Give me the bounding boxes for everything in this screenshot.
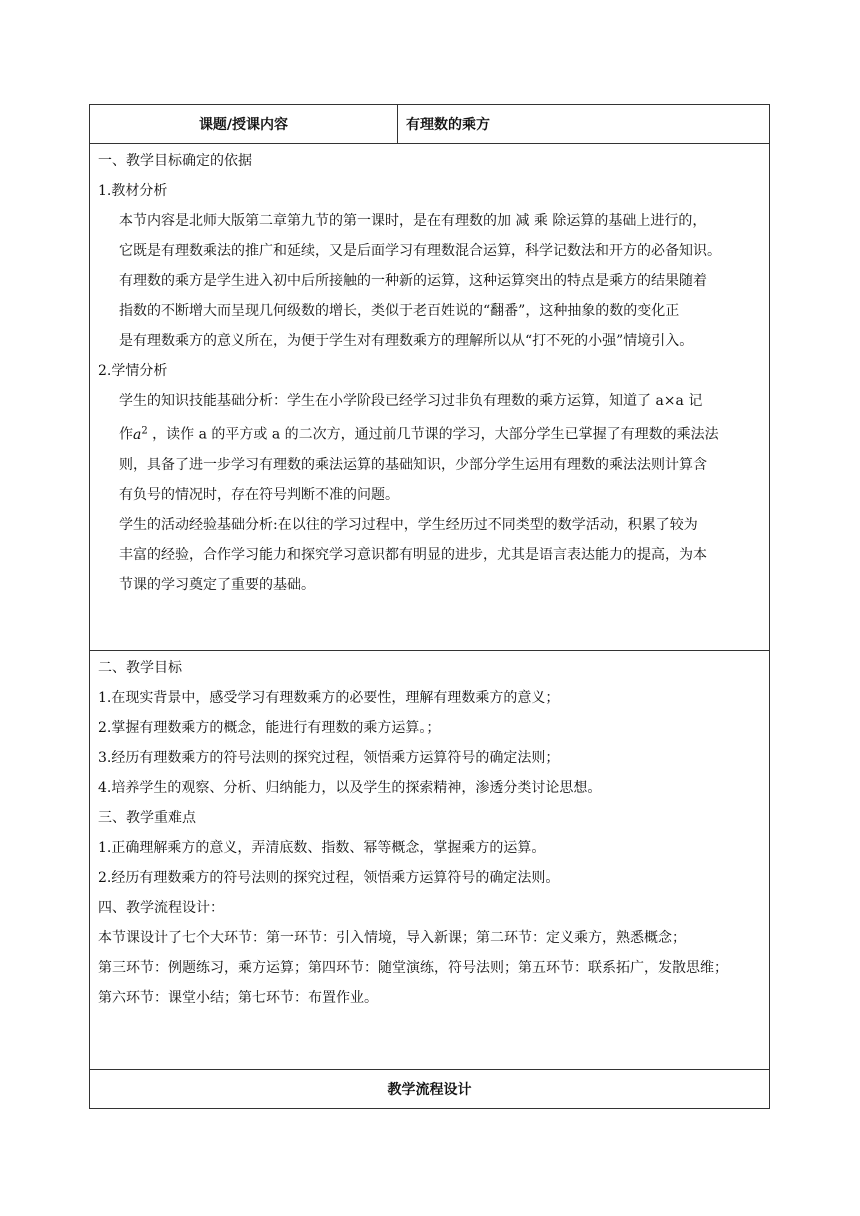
experience-line-1: 学生的活动经验基础分析:在以往的学习过程中，学生经历过不同类型的数学活动，积累了较为: [119, 516, 698, 533]
flow-design-title: 四、教学流程设计：: [98, 900, 224, 916]
section-basis-title: 一、教学目标确定的依据: [98, 153, 252, 169]
student-line-3: 则，具备了进一步学习有理数的乘法运算的基础知识，少部分学生运用有理数的乘法法则计算含: [119, 456, 707, 473]
textbook-line-4: 指数的不断增大而呈现几何级数的增长，类似于老百姓说的“翻番”，这种抽象的数的变化正: [119, 303, 680, 319]
formula-exponent: 2: [141, 425, 148, 436]
textbook-analysis-heading: 1.教材分析: [98, 183, 168, 199]
flow-item-2: 第三环节：例题练习，乘方运算；第四环节：随堂演练，符号法则；第五环节：联系拓广，发散思维；: [98, 960, 728, 976]
teaching-flow-heading: 教学流程设计: [90, 1070, 770, 1109]
goal-item-1: 1.在现实背景中，感受学习有理数乘方的必要性，理解有理数乘方的意义；: [98, 690, 560, 706]
student-line-2-post: ，读作 a 的平方或 a 的二次方，通过前几节课的学习，大部分学生已掌握了有理数的乘法法: [147, 426, 719, 443]
a-squared-formula: [133, 427, 148, 443]
key-difficult-title: 三、教学重难点: [98, 810, 196, 826]
textbook-line-1: 本节内容是北师大版第二章第九节的第一课时，是在有理数的加 减 乘 除运算的基础上进行的，: [119, 213, 707, 229]
section-goals-row: [90, 651, 770, 1070]
footer-row: [90, 1070, 770, 1109]
student-analysis-heading: 2.学情分析: [98, 363, 168, 379]
student-line-2: [90, 416, 769, 450]
experience-line-2: 丰富的经验，合作学习能力和探究学习意识都有明显的进步，尤其是语言表达能力的提高，为本: [119, 546, 707, 563]
textbook-line-2: 它既是有理数乘法的推广和延续，又是后面学习有理数混合运算，科学记数法和开方的必备知识。: [119, 243, 721, 259]
textbook-line-5: 是有理数乘方的意义所在，为便于学生对有理数乘方的理解所以从“打不死的小强”情境引入。: [119, 333, 694, 349]
topic-value: 有理数的乘方: [398, 105, 770, 144]
experience-line-3: 节课的学习奠定了重要的基础。: [119, 576, 315, 593]
student-line-1: 学生的知识技能基础分析：学生在小学阶段已经学习过非负有理数的乘方运算，知道了 a×a 记: [119, 393, 703, 409]
teaching-goals-title: 二、教学目标: [98, 660, 182, 676]
goal-item-2: 2.掌握有理数乘方的概念，能进行有理数的乘方运算。；: [98, 720, 441, 736]
basis-cell: [90, 144, 770, 651]
flow-item-3: 第六环节：课堂小结；第七环节：布置作业。: [98, 990, 378, 1006]
section-basis-row: [90, 144, 770, 651]
textbook-line-3: 有理数的乘方是学生进入初中后所接触的一种新的运算，这种运算突出的特点是乘方的结果随着: [119, 273, 707, 289]
goals-cell: [90, 651, 770, 1070]
lesson-plan-table: [89, 104, 770, 1109]
student-line-4: 有负号的情况时，存在符号判断不准的问题。: [119, 486, 399, 503]
formula-base: a: [133, 426, 142, 443]
header-row: [90, 105, 770, 144]
key-item-2: 2.经历有理数乘方的符号法则的探究过程，领悟乘方运算符号的确定法则。: [98, 870, 560, 886]
goal-item-4: 4.培养学生的观察、分析、归纳能力，以及学生的探索精神，渗透分类讨论思想。: [98, 780, 602, 796]
key-item-1: 1.正确理解乘方的意义，弄清底数、指数、幂等概念，掌握乘方的运算。: [98, 840, 546, 856]
goal-item-3: 3.经历有理数乘方的符号法则的探究过程，领悟乘方运算符号的确定法则；: [98, 750, 560, 766]
student-line-2-pre: 作: [119, 426, 133, 443]
topic-label: 课题/授课内容: [90, 105, 398, 144]
flow-item-1: 本节课设计了七个大环节：第一环节：引入情境，导入新课；第二环节：定义乘方，熟悉概念；: [98, 930, 686, 946]
